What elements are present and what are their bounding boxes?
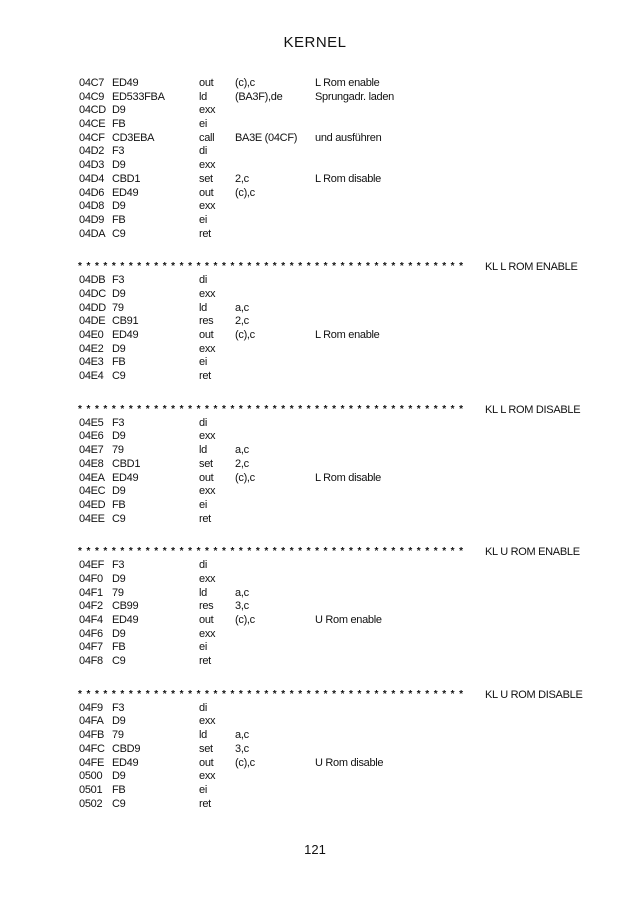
address: 04CE bbox=[79, 118, 106, 131]
opcode-bytes: C9 bbox=[112, 655, 126, 668]
address: 0502 bbox=[79, 797, 103, 810]
code-line bbox=[79, 104, 579, 118]
opcode-bytes: D9 bbox=[112, 200, 126, 213]
opcode-bytes: 79 bbox=[112, 729, 124, 742]
address: 04DC bbox=[79, 287, 106, 300]
code-line bbox=[79, 472, 579, 486]
address: 04F4 bbox=[79, 614, 103, 626]
block-gap bbox=[79, 384, 579, 403]
mnemonic: ei bbox=[199, 783, 207, 796]
address: 04C7 bbox=[79, 77, 105, 89]
section-label: KL U ROM ENABLE bbox=[485, 546, 580, 559]
address: 04F0 bbox=[79, 572, 103, 585]
mnemonic: exx bbox=[199, 159, 216, 172]
code-line bbox=[79, 499, 579, 513]
operand: a,c bbox=[235, 729, 249, 742]
address: 04CD bbox=[79, 104, 106, 117]
code-line bbox=[79, 757, 579, 771]
comment: L Rom disable bbox=[315, 172, 382, 185]
separator-stars: * * * * * * * * * * * * * * * * * * * * * * * * * * * * * * * * * * * * * * * * * * * * * * bbox=[78, 403, 464, 415]
operand: (c),c bbox=[235, 329, 255, 341]
address: 04ED bbox=[79, 498, 106, 511]
comment: L Rom enable bbox=[315, 77, 380, 89]
opcode-bytes: C9 bbox=[112, 797, 126, 810]
address: 04CF bbox=[79, 131, 105, 144]
address: 04F1 bbox=[79, 586, 103, 599]
mnemonic: set bbox=[199, 742, 213, 755]
mnemonic: di bbox=[199, 416, 207, 429]
opcode-bytes: CBD9 bbox=[112, 742, 141, 755]
address: 04F9 bbox=[79, 701, 103, 714]
mnemonic: out bbox=[199, 756, 214, 769]
mnemonic: ei bbox=[199, 213, 207, 226]
opcode-bytes: D9 bbox=[112, 572, 126, 585]
address: 04E0 bbox=[79, 329, 104, 341]
operand: (BA3F),de bbox=[235, 90, 283, 103]
separator-stars: * * * * * * * * * * * * * * * * * * * * * * * * * * * * * * * * * * * * * * * * * * * * * * bbox=[78, 261, 464, 273]
code-line bbox=[79, 655, 579, 669]
address: 04E2 bbox=[79, 342, 104, 355]
opcode-bytes: FB bbox=[112, 356, 126, 369]
opcode-bytes: F3 bbox=[112, 145, 125, 158]
address: 04E8 bbox=[79, 457, 104, 470]
opcode-bytes: F3 bbox=[112, 701, 125, 714]
opcode-bytes: D9 bbox=[112, 627, 126, 640]
address: 04E6 bbox=[79, 430, 104, 443]
address: 04F7 bbox=[79, 641, 103, 654]
mnemonic: exx bbox=[199, 485, 216, 498]
code-line bbox=[79, 784, 579, 798]
mnemonic: exx bbox=[199, 342, 216, 355]
opcode-bytes: FB bbox=[112, 783, 126, 796]
code-line bbox=[79, 614, 579, 628]
opcode-bytes: D9 bbox=[112, 342, 126, 355]
mnemonic: ret bbox=[199, 227, 211, 240]
opcode-bytes: 79 bbox=[112, 301, 124, 314]
operand: 2,c bbox=[235, 172, 249, 185]
address: 04D9 bbox=[79, 213, 105, 226]
mnemonic: di bbox=[199, 559, 207, 572]
opcode-bytes: 79 bbox=[112, 586, 124, 599]
mnemonic: out bbox=[199, 329, 214, 341]
opcode-bytes: ED49 bbox=[112, 329, 139, 341]
mnemonic: di bbox=[199, 274, 207, 287]
opcode-bytes: FB bbox=[112, 498, 126, 511]
opcode-bytes: D9 bbox=[112, 485, 126, 498]
separator-stars: * * * * * * * * * * * * * * * * * * * * * * * * * * * * * * * * * * * * * * * * * * * * * * bbox=[78, 546, 464, 558]
mnemonic: ld bbox=[199, 301, 207, 314]
address: 04D6 bbox=[79, 186, 105, 199]
opcode-bytes: FB bbox=[112, 118, 126, 131]
opcode-bytes: ED49 bbox=[112, 756, 139, 769]
operand: a,c bbox=[235, 301, 249, 314]
address: 04E5 bbox=[79, 416, 104, 429]
mnemonic: exx bbox=[199, 770, 216, 783]
address: 04DB bbox=[79, 274, 106, 287]
page-title: KERNEL bbox=[283, 34, 347, 51]
operand: 2,c bbox=[235, 457, 249, 470]
opcode-bytes: CB91 bbox=[112, 315, 139, 328]
address: 04EC bbox=[79, 485, 106, 498]
address: 04D8 bbox=[79, 200, 105, 213]
opcode-bytes: CBD1 bbox=[112, 172, 141, 185]
address: 04EF bbox=[79, 559, 105, 572]
code-line bbox=[79, 274, 579, 288]
code-line bbox=[79, 159, 579, 173]
address: 04D3 bbox=[79, 159, 105, 172]
code-line bbox=[79, 343, 579, 357]
operand: (c),c bbox=[235, 756, 255, 769]
code-line bbox=[79, 559, 579, 573]
code-line bbox=[79, 485, 579, 499]
opcode-bytes: ED49 bbox=[112, 77, 139, 89]
mnemonic: ret bbox=[199, 655, 211, 668]
code-line bbox=[79, 315, 579, 329]
operand: a,c bbox=[235, 444, 249, 457]
mnemonic: call bbox=[199, 131, 215, 144]
opcode-bytes: FB bbox=[112, 213, 126, 226]
mnemonic: ei bbox=[199, 118, 207, 131]
operand: BA3E (04CF) bbox=[235, 131, 298, 144]
mnemonic: exx bbox=[199, 715, 216, 728]
code-line bbox=[79, 214, 579, 228]
operand: 2,c bbox=[235, 315, 249, 328]
code-line bbox=[79, 715, 579, 729]
address: 04FE bbox=[79, 756, 105, 769]
comment: L Rom disable bbox=[315, 471, 382, 484]
code-line bbox=[79, 743, 579, 757]
code-line bbox=[79, 200, 579, 214]
code-line bbox=[79, 770, 579, 784]
section-label: KL U ROM DISABLE bbox=[485, 688, 583, 701]
code-line bbox=[79, 288, 579, 302]
code-line bbox=[79, 187, 579, 201]
operand: 3,c bbox=[235, 600, 249, 613]
page-number: 121 bbox=[304, 842, 326, 857]
mnemonic: ld bbox=[199, 586, 207, 599]
comment: L Rom enable bbox=[315, 329, 380, 341]
code-line bbox=[79, 444, 579, 458]
block-gap bbox=[79, 241, 579, 260]
opcode-bytes: D9 bbox=[112, 104, 126, 117]
mnemonic: ld bbox=[199, 729, 207, 742]
opcode-bytes: D9 bbox=[112, 430, 126, 443]
opcode-bytes: F3 bbox=[112, 416, 125, 429]
code-line bbox=[79, 370, 579, 384]
opcode-bytes: D9 bbox=[112, 770, 126, 783]
opcode-bytes: CB99 bbox=[112, 600, 139, 613]
address: 04D4 bbox=[79, 172, 105, 185]
mnemonic: out bbox=[199, 186, 214, 199]
opcode-bytes: C9 bbox=[112, 227, 126, 240]
mnemonic: exx bbox=[199, 104, 216, 117]
comment: Sprungadr. laden bbox=[315, 90, 394, 103]
opcode-bytes: ED49 bbox=[112, 614, 139, 626]
opcode-bytes: C9 bbox=[112, 370, 126, 383]
mnemonic: di bbox=[199, 145, 207, 158]
mnemonic: exx bbox=[199, 572, 216, 585]
code-line bbox=[79, 430, 579, 444]
opcode-bytes: 79 bbox=[112, 444, 124, 457]
mnemonic: out bbox=[199, 77, 214, 89]
mnemonic: out bbox=[199, 614, 214, 626]
code-line bbox=[79, 600, 579, 614]
code-line bbox=[79, 573, 579, 587]
mnemonic: ld bbox=[199, 444, 207, 457]
section-separator bbox=[78, 688, 583, 702]
address: 04E4 bbox=[79, 370, 104, 383]
code-line bbox=[79, 417, 579, 431]
mnemonic: res bbox=[199, 600, 214, 613]
code-line bbox=[79, 173, 579, 187]
address: 04EE bbox=[79, 512, 105, 525]
address: 04DD bbox=[79, 301, 106, 314]
code-line bbox=[79, 798, 579, 812]
address: 04DE bbox=[79, 315, 106, 328]
code-line bbox=[79, 513, 579, 527]
address: 0500 bbox=[79, 770, 103, 783]
section-label: KL L ROM DISABLE bbox=[485, 403, 581, 416]
operand: (c),c bbox=[235, 77, 255, 89]
block-gap bbox=[79, 669, 579, 688]
code-line bbox=[79, 77, 579, 91]
address: 04FA bbox=[79, 715, 104, 728]
address: 04EA bbox=[79, 471, 105, 484]
opcode-bytes: ED533FBA bbox=[112, 90, 165, 103]
opcode-bytes: F3 bbox=[112, 274, 125, 287]
code-line bbox=[79, 458, 579, 472]
mnemonic: res bbox=[199, 315, 214, 328]
mnemonic: set bbox=[199, 457, 213, 470]
opcode-bytes: CD3EBA bbox=[112, 131, 155, 144]
code-line bbox=[79, 641, 579, 655]
code-line bbox=[79, 329, 579, 343]
code-line bbox=[79, 228, 579, 242]
mnemonic: exx bbox=[199, 200, 216, 213]
mnemonic: ei bbox=[199, 498, 207, 511]
address: 04E3 bbox=[79, 356, 104, 369]
assembly-listing bbox=[78, 77, 583, 811]
opcode-bytes: F3 bbox=[112, 559, 125, 572]
comment: und ausführen bbox=[315, 131, 382, 144]
opcode-bytes: ED49 bbox=[112, 471, 139, 484]
operand: (c),c bbox=[235, 614, 255, 626]
section-label: KL L ROM ENABLE bbox=[485, 261, 578, 274]
comment: U Rom enable bbox=[315, 614, 382, 626]
mnemonic: ret bbox=[199, 797, 211, 810]
address: 04E7 bbox=[79, 444, 104, 457]
address: 04FB bbox=[79, 729, 105, 742]
operand: (c),c bbox=[235, 471, 255, 484]
mnemonic: ei bbox=[199, 641, 207, 654]
address: 04DA bbox=[79, 227, 106, 240]
code-line bbox=[79, 132, 579, 146]
mnemonic: exx bbox=[199, 430, 216, 443]
opcode-bytes: FB bbox=[112, 641, 126, 654]
mnemonic: set bbox=[199, 172, 213, 185]
mnemonic: ld bbox=[199, 90, 207, 103]
mnemonic: ei bbox=[199, 356, 207, 369]
opcode-bytes: D9 bbox=[112, 715, 126, 728]
mnemonic: di bbox=[199, 701, 207, 714]
section-separator bbox=[79, 403, 579, 417]
address: 04F2 bbox=[79, 600, 103, 613]
mnemonic: ret bbox=[199, 512, 211, 525]
separator-stars: * * * * * * * * * * * * * * * * * * * * * * * * * * * * * * * * * * * * * * * * * * * * * * bbox=[78, 688, 464, 700]
mnemonic: exx bbox=[199, 627, 216, 640]
code-line bbox=[79, 91, 579, 105]
comment: U Rom disable bbox=[315, 756, 384, 769]
code-line bbox=[79, 628, 579, 642]
code-line bbox=[79, 702, 579, 716]
operand: a,c bbox=[235, 586, 249, 599]
address: 04F6 bbox=[79, 627, 103, 640]
code-line bbox=[79, 118, 579, 132]
address: 04FC bbox=[79, 742, 105, 755]
opcode-bytes: CBD1 bbox=[112, 457, 141, 470]
opcode-bytes: D9 bbox=[112, 287, 126, 300]
code-line bbox=[79, 302, 579, 316]
address: 04D2 bbox=[79, 145, 105, 158]
address: 0501 bbox=[79, 783, 103, 796]
address: 04C9 bbox=[79, 90, 105, 103]
block-gap bbox=[79, 526, 579, 545]
opcode-bytes: C9 bbox=[112, 512, 126, 525]
code-line bbox=[79, 356, 579, 370]
opcode-bytes: D9 bbox=[112, 159, 126, 172]
operand: 3,c bbox=[235, 742, 249, 755]
section-separator bbox=[79, 545, 579, 559]
section-separator bbox=[79, 260, 579, 274]
mnemonic: out bbox=[199, 471, 214, 484]
mnemonic: exx bbox=[199, 287, 216, 300]
mnemonic: ret bbox=[199, 370, 211, 383]
operand: (c),c bbox=[235, 186, 255, 199]
code-line bbox=[79, 145, 579, 159]
address: 04F8 bbox=[79, 655, 103, 668]
code-line bbox=[79, 729, 579, 743]
opcode-bytes: ED49 bbox=[112, 186, 139, 199]
code-line bbox=[79, 587, 579, 601]
